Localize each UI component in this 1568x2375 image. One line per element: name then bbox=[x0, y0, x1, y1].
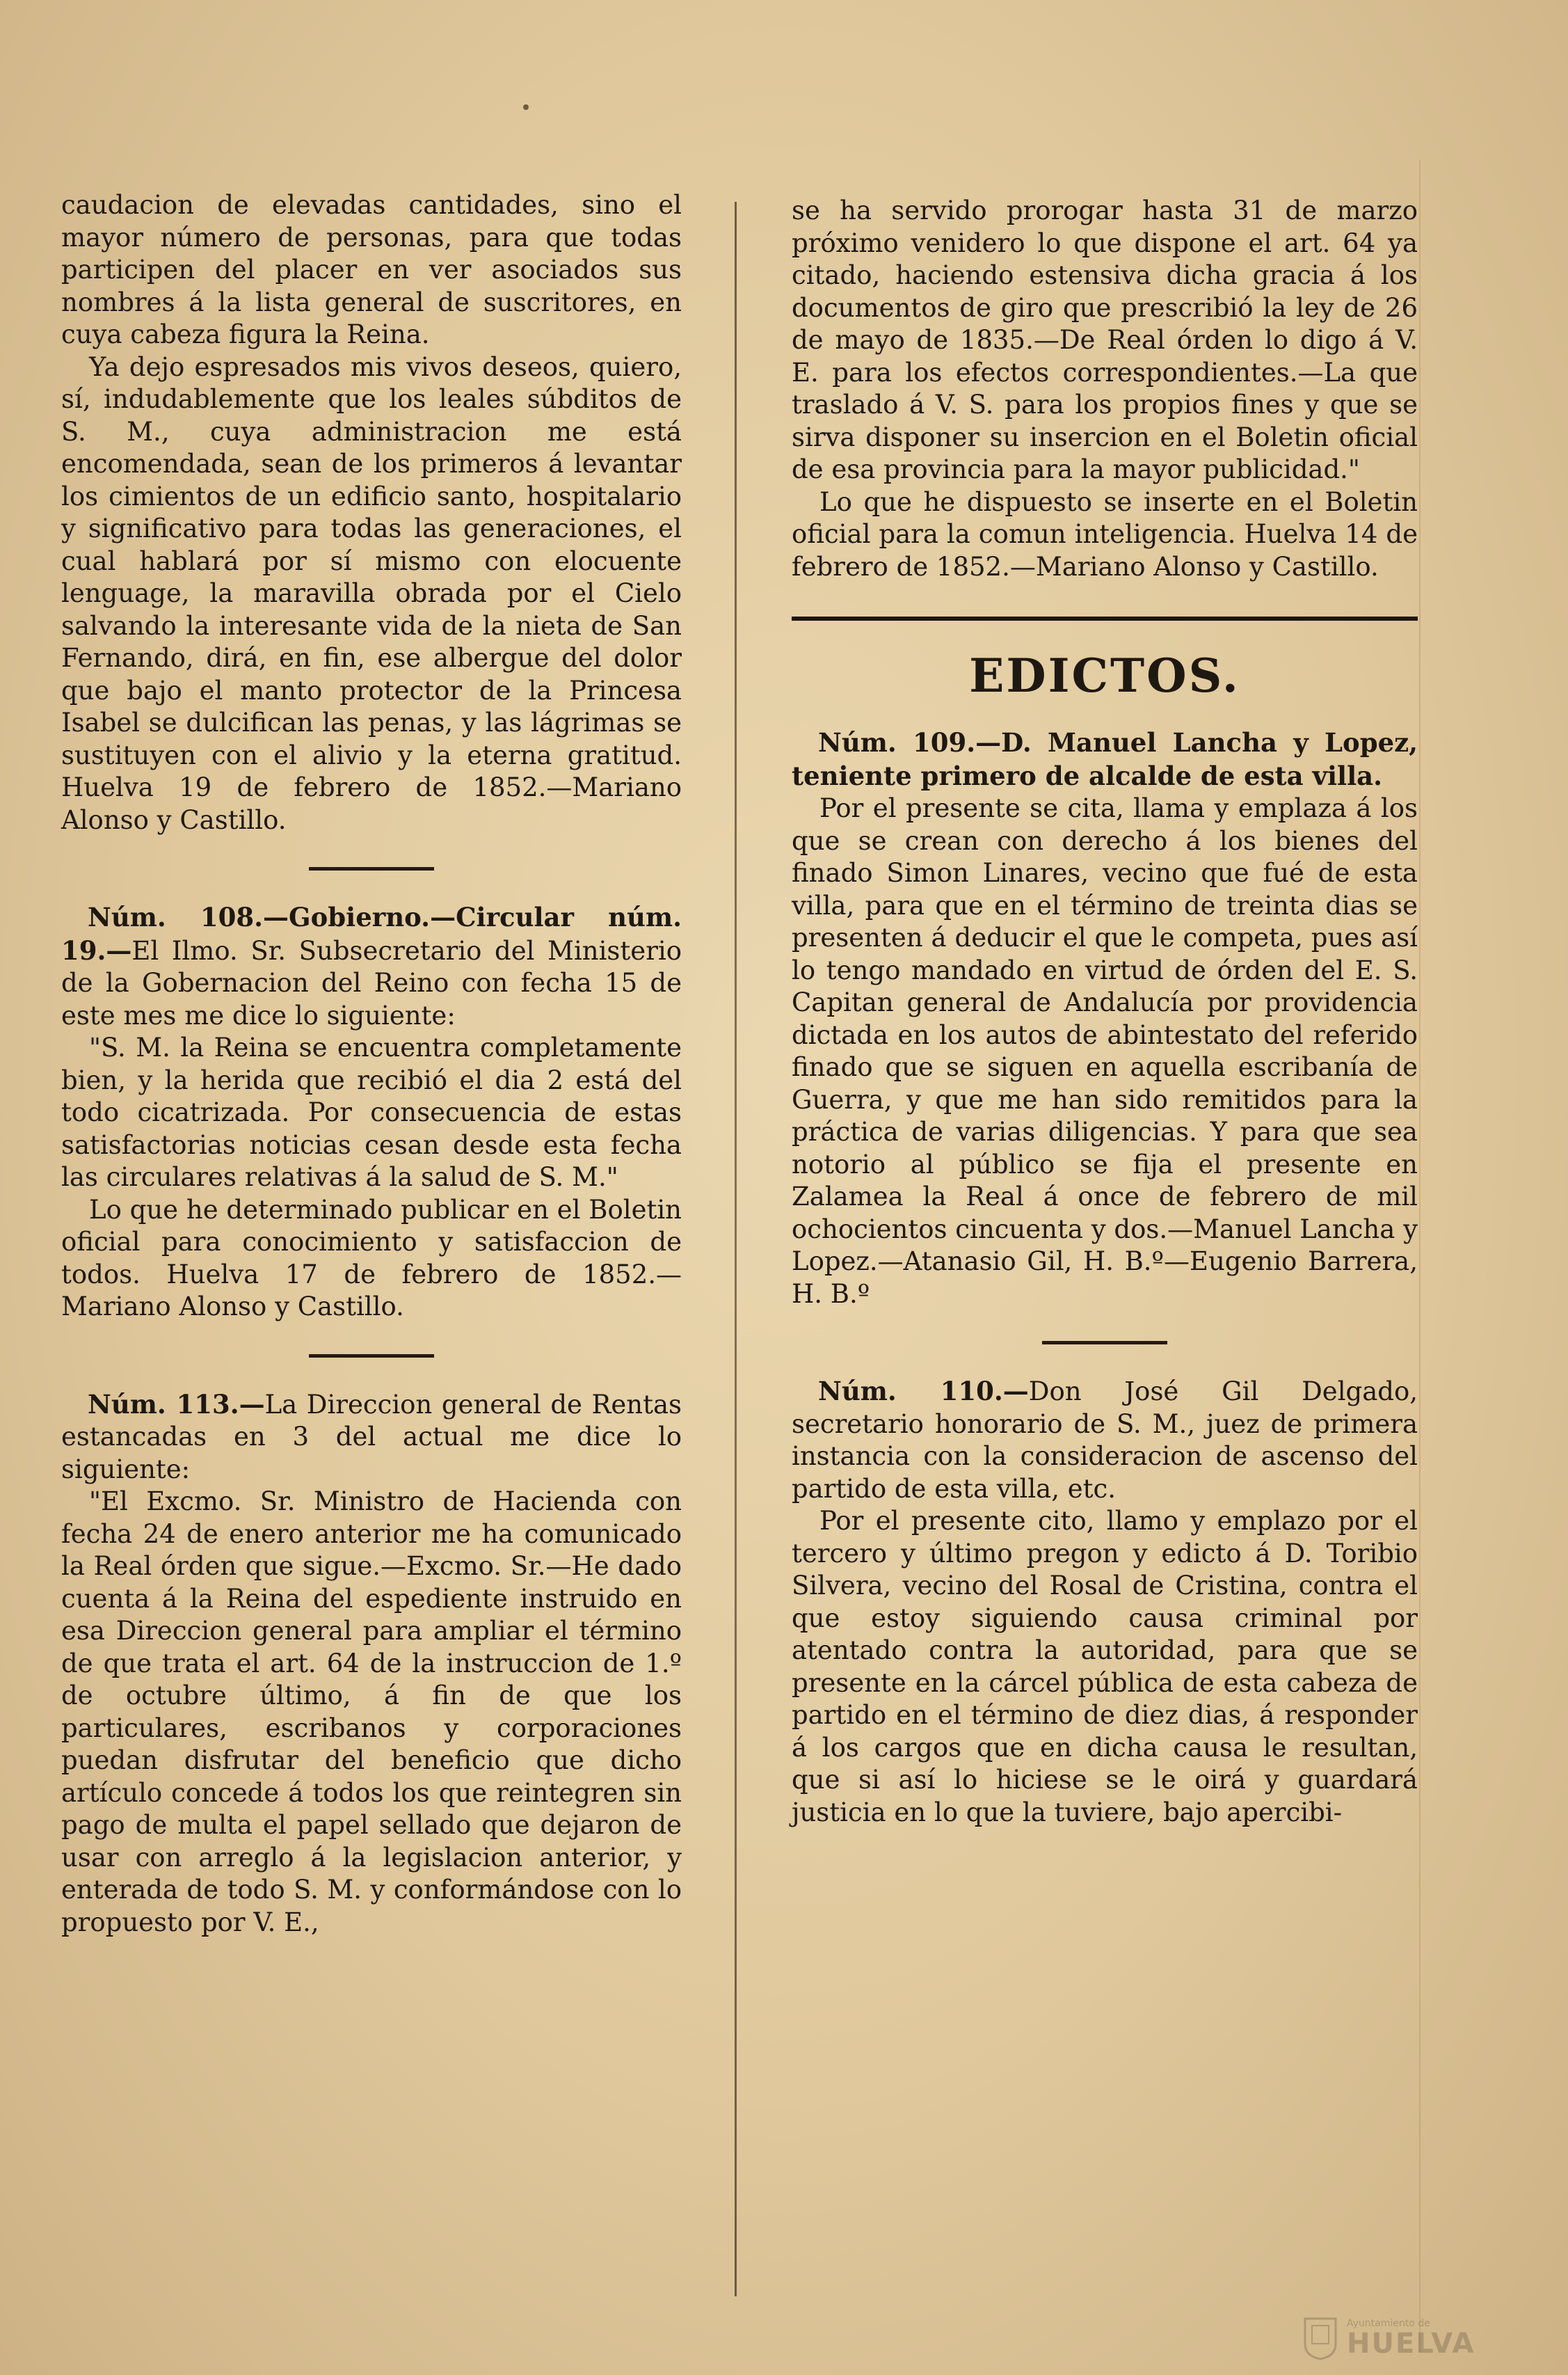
edict-109-number: Núm. 109.— bbox=[818, 727, 1002, 758]
circular-108-intro: El Ilmo. Sr. Subsecretario del Ministerio de la Gobernacion del Reino con fecha 15 de este mes me dice lo siguiente: bbox=[61, 935, 682, 1031]
section-title-edictos: EDICTOS. bbox=[969, 649, 1240, 703]
edict-109-official: D. Manuel Lancha y Lopez, teniente primero de alcalde de esta villa. bbox=[792, 727, 1418, 791]
circular-108-heading bbox=[61, 901, 682, 1032]
watermark-city: HUELVA bbox=[1347, 2328, 1475, 2360]
right-column bbox=[792, 195, 1418, 1829]
watermark-caption: Ayuntamiento de bbox=[1347, 2318, 1430, 2329]
edict-109-body: Por el presente se cita, llama y emplaza á los que se crean con derecho á los bienes del finado Simon Linares, vecino que fué de esta villa, para que en el término de treinta dias se presenten á deducir el que le competa, pues así lo tengo mandado en virtud de órden del E. S. Capitan general de Andalucía por providencia dictada en los autos de abintestato del referido finado que se siguen en aquella escribanía de Guerra, y que me han sido remitidos para la práctica de varias diligencias. Y para que sea notorio al público se fija el presente en Zalamea la Real á once de febrero de mil ochocientos cincuenta y dos.—Manuel Lancha y Lopez.—Atanasio Gil, H. B.º—Eugenio Barrera, H. B.º bbox=[792, 793, 1418, 1309]
notice-113-number: Núm. 113.— bbox=[88, 1388, 265, 1420]
notice-113-closing: Lo que he dispuesto se inserte en el Boletin oficial para la comun inteligencia. Huelva 14 de febrero de 1852.—Mariano Alonso y Castillo. bbox=[792, 486, 1418, 582]
page-edge-shadow bbox=[1419, 160, 1421, 2352]
circular-108-quote: "S. M. la Reina se encuentra completamente bien, y la herida que recibió el dia 2 está del todo cicatrizada. Por consecuencia de estas satisfactorias noticias cesan desde esta fecha las circulares relativas á la salud de S. M." bbox=[61, 1033, 682, 1192]
edict-110-heading bbox=[792, 1375, 1418, 1505]
watermark-text bbox=[1347, 2318, 1475, 2358]
archive-seal-icon bbox=[1302, 2316, 1338, 2360]
ink-dot bbox=[523, 104, 529, 110]
subscription-paragraph-end: caudacion de elevadas cantidades, sino el mayor número de personas, para que todas participen del placer en ver asociados sus nombres á la lista general de suscritores, en cuya cabeza figura la Reina. bbox=[61, 190, 682, 349]
short-separator bbox=[1042, 1341, 1167, 1344]
notice-113-quote: "El Excmo. Sr. Ministro de Hacienda con fecha 24 de enero anterior me ha comunicado la Real órden que sigue.—Excmo. Sr.—He dado cuenta á la Reina del espediente instruido en esa Direccion general para ampliar el término de que trata el art. 64 de la instruccion de 1.º de octubre último, á fin de que los particulares, escribanos y corporaciones puedan disfrutar del beneficio que dicho artículo concede á todos los que reintegren sin pago de multa el papel sellado que dejaron de usar con arreglo á la legislacion anterior, y enterada de todo S. M. y conformándose con lo propuesto por V. E., bbox=[61, 1486, 682, 1937]
notice-113-intro: La Direccion general de Rentas estancadas en 3 del actual me dice lo siguiente: bbox=[61, 1389, 682, 1484]
notice-113-heading bbox=[61, 1388, 682, 1486]
section-separator bbox=[792, 617, 1418, 621]
short-separator bbox=[309, 1354, 434, 1358]
notice-113-quote-continued: se ha servido prorogar hasta 31 de marzo próximo venidero lo que dispone el art. 64 ya citado, haciendo estensiva dicha gracia á los documentos de giro que prescribió la ley de 26 de mayo de 1835.—De Real órden lo digo á V. E. para los efectos correspondientes.—La que traslado á V. S. para los propios fines y que se sirva disponer su insercion en el Boletin oficial de esa provincia para la mayor publicidad." bbox=[792, 196, 1418, 484]
circular-108-number: Núm. 108.—Gobierno.—Circular núm. 19.— bbox=[61, 902, 682, 966]
column-divider bbox=[735, 202, 737, 2296]
edict-109-heading bbox=[792, 726, 1418, 793]
governor-appeal-paragraph: Ya dejo espresados mis vivos deseos, quiero, sí, indudablemente que los leales súbditos de S. M., cuya administracion me está encomendada, sean de los primeros á levantar los cimientos de un edificio santo, hospitalario y significativo para todas las generaciones, el cual hablará por sí mismo con elocuente lenguage, la maravilla obrada por el Cielo salvando la interesante vida de la nieta de San Fernando, dirá, en fin, ese albergue del dolor que bajo el manto protector de la Princesa Isabel se dulcifican las penas, y las lágrimas se sustituyen con el alivio y la eterna gratitud. Huelva 19 de febrero de 1852.—Mariano Alonso y Castillo. bbox=[61, 351, 682, 835]
edict-110-official: Don José Gil Delgado, secretario honorario de S. M., juez de primera instancia con la consideracion de ascenso del partido de esta villa, etc. bbox=[792, 1376, 1418, 1504]
edict-110-number: Núm. 110.— bbox=[818, 1376, 1029, 1406]
left-column bbox=[61, 189, 682, 1939]
short-separator bbox=[309, 867, 434, 871]
circular-108-closing: Lo que he determinado publicar en el Boletin oficial para conocimiento y satisfaccion de todos. Huelva 17 de febrero de 1852.—Mariano Alonso y Castillo. bbox=[61, 1194, 682, 1321]
archive-watermark bbox=[1302, 2310, 1532, 2366]
edict-110-body: Por el presente cito, llamo y emplazo por el tercero y último pregon y edicto á D. Toribio Silvera, vecino del Rosal de Cristina, contra el que estoy siguiendo causa criminal por atentado contra la autoridad, para que se presente en la cárcel pública de esta cabeza de partido en el término de diez dias, á responder á los cargos que en dicha causa le resultan, que si así lo hiciese se le oirá y guardará justicia en lo que la tuviere, bajo apercibi- bbox=[792, 1506, 1418, 1827]
